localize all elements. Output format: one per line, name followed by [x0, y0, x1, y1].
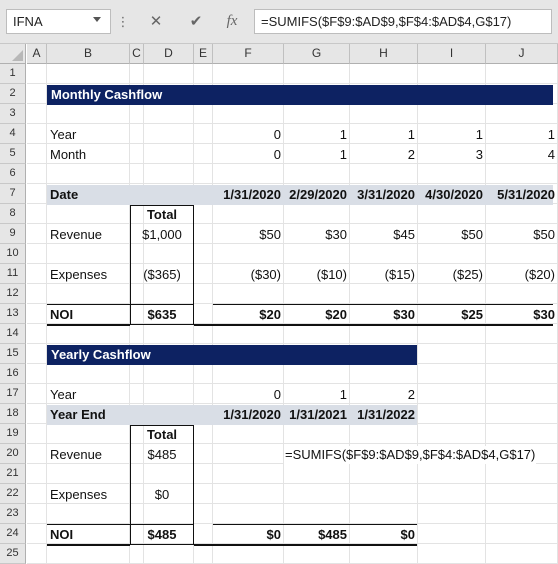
monthly-title: Monthly Cashflow	[51, 87, 163, 102]
gridline-horizontal	[27, 183, 558, 184]
yearly-title: Yearly Cashflow	[51, 347, 151, 362]
date-label: Date	[50, 187, 79, 202]
gridline-horizontal	[27, 83, 558, 84]
yearly-expenses-label: Expenses	[50, 487, 108, 502]
yearly-noi-label: NOI	[50, 527, 74, 542]
monthly-expenses-cell: ($30)	[250, 267, 281, 282]
yearly-date-cell: 1/31/2021	[289, 407, 347, 422]
monthly-year-cell: 1	[407, 127, 415, 142]
yearly-year-label: Year	[50, 387, 77, 402]
yearly-noi-cell: $0	[266, 527, 281, 542]
monthly-revenue-total: $1,000	[142, 227, 182, 242]
monthly-noi-total: $635	[147, 307, 177, 322]
cancel-icon[interactable]: ✕	[149, 13, 163, 30]
yearly-date-cell: 1/31/2020	[223, 407, 281, 422]
yearly-expenses-total: $0	[154, 487, 170, 502]
monthly-year-cell: 0	[273, 127, 281, 142]
yearly-noi-rule	[213, 524, 417, 525]
monthly-month-cell: 2	[407, 147, 415, 162]
monthly-revenue-cell: $50	[533, 227, 555, 242]
monthly-noi-rule	[213, 304, 553, 305]
row-header-20[interactable]: 20	[0, 444, 26, 464]
year-end-label: Year End	[50, 407, 106, 422]
gridline-horizontal	[27, 483, 558, 484]
chevron-down-icon[interactable]	[93, 17, 101, 22]
monthly-noi-cell: $20	[259, 307, 281, 322]
more-options-icon[interactable]: ⋮	[116, 14, 130, 29]
gridline-horizontal	[27, 223, 558, 224]
row-header-7[interactable]: 7	[0, 184, 26, 204]
row-header-5[interactable]: 5	[0, 144, 26, 164]
col-header-i[interactable]: I	[418, 44, 486, 64]
row-header-9[interactable]: 9	[0, 224, 26, 244]
monthly-expenses-cell: ($20)	[524, 267, 555, 282]
monthly-date-cell: 2/29/2020	[289, 187, 347, 202]
monthly-date-cell: 4/30/2020	[425, 187, 483, 202]
monthly-noi-label: NOI	[50, 307, 74, 322]
monthly-revenue-cell: $45	[393, 227, 415, 242]
monthly-date-cell: 1/31/2020	[223, 187, 281, 202]
yearly-year-cell: 0	[273, 387, 281, 402]
monthly-date-cell: 3/31/2020	[357, 187, 415, 202]
monthly-expenses-cell: ($10)	[316, 267, 347, 282]
row-header-11[interactable]: 11	[0, 264, 26, 284]
monthly-year-cell: 1	[475, 127, 483, 142]
gridline-horizontal	[27, 263, 558, 264]
yearly-year-cell: 2	[407, 387, 415, 402]
monthly-noi-cell: $30	[393, 307, 415, 322]
gridline-horizontal	[27, 383, 558, 384]
col-header-c[interactable]: C	[130, 44, 144, 64]
gridline-horizontal	[27, 343, 558, 344]
monthly-year-cell: 1	[547, 127, 555, 142]
row-header-25[interactable]: 25	[0, 544, 26, 564]
gridline-horizontal	[27, 443, 558, 444]
row-header-13[interactable]: 13	[0, 304, 26, 324]
yearly-revenue-label: Revenue	[50, 447, 103, 462]
row-header-18[interactable]: 18	[0, 404, 26, 424]
row-header-1[interactable]: 1	[0, 64, 26, 84]
formula-input[interactable]: =SUMIFS($F$9:$AD$9,$F$4:$AD$4,G$17)	[254, 9, 552, 34]
monthly-noi-underline	[194, 324, 553, 326]
row-header-3[interactable]: 3	[0, 104, 26, 124]
row-header-14[interactable]: 14	[0, 324, 26, 344]
monthly-month-cell: 4	[547, 147, 555, 162]
year-label: Year	[50, 127, 77, 142]
row-header-10[interactable]: 10	[0, 244, 26, 264]
enter-icon[interactable]: ✔	[189, 13, 203, 30]
monthly-expenses-cell: ($25)	[452, 267, 483, 282]
yearly-date-cell: 1/31/2022	[357, 407, 415, 422]
yearly-noi-cell: $0	[400, 527, 415, 542]
col-header-e[interactable]: E	[194, 44, 213, 64]
row-header-2[interactable]: 2	[0, 84, 26, 104]
monthly-revenue-cell: $50	[259, 227, 281, 242]
monthly-revenue-cell: $30	[325, 227, 347, 242]
monthly-month-cell: 3	[475, 147, 483, 162]
col-header-d[interactable]: D	[144, 44, 194, 64]
row-header-22[interactable]: 22	[0, 484, 26, 504]
yearly-noi-cell: $485	[318, 527, 347, 542]
insert-function-icon[interactable]: fx	[226, 13, 238, 29]
monthly-date-cell: 5/31/2020	[497, 187, 555, 202]
col-header-a[interactable]: A	[27, 44, 47, 64]
monthly-month-cell: 0	[273, 147, 281, 162]
row-header-17[interactable]: 17	[0, 384, 26, 404]
gridline-vertical	[46, 64, 47, 563]
col-header-g[interactable]: G	[284, 44, 350, 64]
monthly-expenses-cell: ($15)	[384, 267, 415, 282]
monthly-noi-underline-left	[47, 324, 130, 326]
col-header-j[interactable]: J	[486, 44, 558, 64]
row-header-23[interactable]: 23	[0, 504, 26, 524]
gridline-horizontal	[27, 123, 558, 124]
yearly-noi-rule-left	[47, 524, 130, 525]
yearly-noi-underline-left	[47, 544, 130, 546]
editing-cell-formula[interactable]: =SUMIFS($F$9:$AD$9,$F$4:$AD$4,G$17)	[285, 447, 536, 462]
monthly-revenue-label: Revenue	[50, 227, 103, 242]
monthly-noi-cell: $25	[461, 307, 483, 322]
yearly-total-label: Total	[146, 427, 178, 442]
monthly-revenue-cell: $50	[461, 227, 483, 242]
yearly-year-cell: 1	[339, 387, 347, 402]
monthly-total-divider	[130, 304, 194, 305]
col-header-b[interactable]: B	[47, 44, 130, 64]
row-header-6[interactable]: 6	[0, 164, 26, 184]
row-header-8[interactable]: 8	[0, 204, 26, 224]
select-all-triangle-icon	[12, 50, 23, 61]
monthly-total-label: Total	[146, 207, 178, 222]
monthly-noi-cell: $30	[533, 307, 555, 322]
monthly-noi-rule-left	[47, 304, 130, 305]
row-header-24[interactable]: 24	[0, 524, 26, 544]
row-header-4[interactable]: 4	[0, 124, 26, 144]
monthly-expenses-label: Expenses	[50, 267, 108, 282]
yearly-total-divider	[130, 524, 194, 525]
row-header-16[interactable]: 16	[0, 364, 26, 384]
row-header-15[interactable]: 15	[0, 344, 26, 364]
col-header-h[interactable]: H	[350, 44, 418, 64]
monthly-year-cell: 1	[339, 127, 347, 142]
yearly-revenue-total: $485	[147, 447, 177, 462]
name-box[interactable]: IFNA	[6, 9, 111, 34]
col-header-f[interactable]: F	[213, 44, 284, 64]
monthly-month-cell: 1	[339, 147, 347, 162]
row-header-21[interactable]: 21	[0, 464, 26, 484]
monthly-noi-cell: $20	[325, 307, 347, 322]
month-label: Month	[50, 147, 87, 162]
yearly-noi-total: $485	[147, 527, 177, 542]
monthly-expenses-total: ($365)	[143, 267, 181, 282]
row-header-12[interactable]: 12	[0, 284, 26, 304]
row-header-19[interactable]: 19	[0, 424, 26, 444]
yearly-noi-underline	[194, 544, 417, 546]
